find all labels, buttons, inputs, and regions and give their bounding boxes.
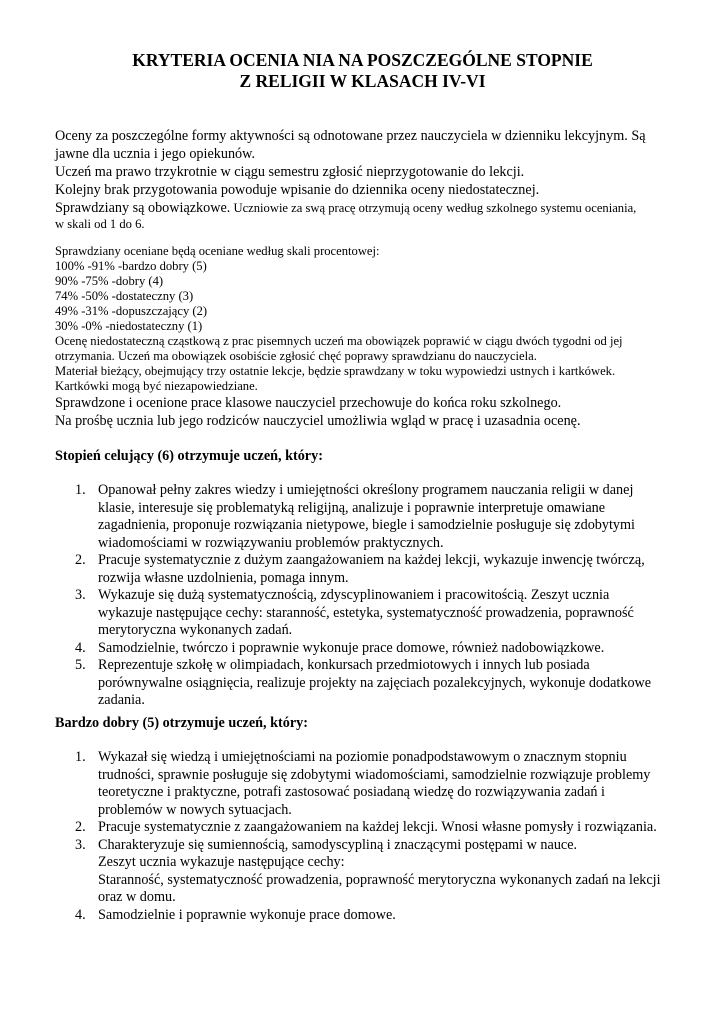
scale-paragraph: Na prośbę ucznia lub jego rodziców nauczyciel umożliwia wgląd w pracę i uzasadnia ocenę. [55,413,581,429]
list-item-number: 4. [75,906,86,923]
bardzo-dobry-section [55,714,695,732]
list-item-line: merytoryczna wykonanych zadań. [98,622,293,638]
list-item [55,552,695,587]
list-item-line: teoretyczne i praktyczne, potrafi zastosować posiadaną wiedzę do rozwiązywania zadań i [98,784,605,800]
scale-note: otrzymania. Uczeń ma obowiązek osobiście zgłosić chęć poprawy sprawdzianu do nauczyciela. [55,349,537,363]
document-title [40,50,685,92]
scale-item: 49% -31% -dopuszczający (2) [55,304,208,318]
section-heading: Stopień celujący (6) otrzymuje uczeń, który: [55,448,323,464]
list-item [55,640,695,658]
intro-line: jawne dla ucznia i jego opiekunów. [55,146,256,162]
list-item-line: wykazuje następujące cechy: staranność, estetyka, systematyczność prowadzenia, poprawność [98,604,634,621]
scale-intro: Sprawdziany oceniane będą oceniane według skali procentowej: [55,244,380,258]
list-item-line: trudności, sprawnie posługuje się zdobytymi wiadomościami, samodzielnie rozwiązuje problemy [98,766,651,783]
list-item [55,837,695,907]
list-item-number: 5. [75,657,86,673]
list-item-line: Samodzielnie i poprawnie wykonuje prace domowe. [98,906,396,923]
scale-note: Kartkówki mogą być niezapowiedziane. [55,379,258,393]
list-item-line: Samodzielnie, twórczo i poprawnie wykonuje prace domowe, również nadobowiązkowe. [98,639,605,656]
list-item-line: Staranność, systematyczność prowadzenia, poprawność merytoryczna wykonanych zadań na lekcji [98,871,661,888]
list-item-line: oraz w domu. [98,889,176,905]
list-item-line: problemów w nowych sytuacjach. [98,801,292,818]
scale-item: 74% -50% -dostateczny (3) [55,289,194,303]
scale-item: 30% -0% -niedostateczny (1) [55,319,203,333]
list-item-line: Pracuje systematycznie z dużym zaangażowaniem na każdej lekcji, wykazuje inwencję twórczą, [98,552,645,568]
scale-note: Ocenę niedostateczną cząstkową z prac pisemnych uczeń ma obowiązek poprawić w ciągu dwóch tygodni od jej [55,334,623,348]
list-item [55,819,695,837]
list-item-line: zadania. [98,692,145,708]
list-item-number: 2. [75,819,86,835]
intro-line: w skali od 1 do 6. [55,217,145,231]
list-item-line: wiadomościami w rozwiązywaniu problemów praktycznych. [98,534,444,551]
list-item-number: 1. [75,749,86,765]
scale-item: 100% -91% -bardzo dobry (5) [55,259,207,273]
list-item-line: Zeszyt ucznia wykazuje następujące cechy: [98,854,345,870]
list-item [55,907,695,925]
title-line-1: KRYTERIA OCENIA NIA NA POSZCZEGÓLNE STOPNIE [132,50,593,70]
intro-line: Oceny za poszczególne formy aktywności są odnotowane przez nauczyciela w dzienniku lekcyjnym. Są [55,128,646,144]
title-line-2: Z RELIGII W KLASACH IV-VI [239,71,486,91]
intro-line: Uczeń ma prawo trzykrotnie w ciągu semestru zgłosić nieprzygotowanie do lekcji. [55,164,525,180]
list-item-line: Pracuje systematycznie z zaangażowaniem na każdej lekcji. Wnosi własne pomysły i rozwiązania. [98,819,657,835]
list-item [55,482,695,552]
list-item [55,587,695,640]
list-item-number: 2. [75,552,86,568]
list-item-number: 3. [75,587,86,603]
scale-paragraph: Sprawdzone i ocenione prace klasowe nauczyciel przechowuje do końca roku szkolnego. [55,395,562,411]
section-heading: Bardzo dobry (5) otrzymuje uczeń, który: [55,715,308,731]
list-item-line: Opanował pełny zakres wiedzy i umiejętności określony programem nauczania religii w danej [98,482,634,498]
list-item-number: 3. [75,836,86,853]
scale-section [55,244,695,430]
celujacy-list [55,482,695,710]
list-item-line: Wykazuje się dużą systematycznością, zdyscyplinowaniem i pracowitością. Zeszyt ucznia [98,587,610,603]
list-item-line: klasie, interesuje się problematyką religijną, analizuje i poprawnie interpretuje omawiane [98,499,606,516]
list-item-number: 4. [75,639,86,656]
list-item-line: zagadnienia, proponuje rozwiązania nietypowe, biegle i samodzielnie posługuje się zdobytymi [98,517,635,533]
list-item [55,657,695,710]
intro-line [55,199,695,217]
list-item-line: porównywalne osiągnięcia, realizuje projekty na zajęciach pozalekcyjnych, wykonuje dodatkowe [98,674,652,691]
list-item-number: 1. [75,482,86,498]
scale-item: 90% -75% -dobry (4) [55,274,164,288]
intro-line-part: Sprawdziany są obowiązkowe. [55,200,231,216]
list-item-line: Reprezentuje szkołę w olimpiadach, konkursach przedmiotowych i innych lub posiada [98,657,590,673]
celujacy-section [55,447,695,465]
scale-note: Materiał bieżący, obejmujący trzy ostatnie lekcje, będzie sprawdzany w toku wypowiedzi ustnych i kartkówek. [55,364,616,378]
bardzo-dobry-list [55,749,695,924]
intro-line-part: Uczniowie za swą pracę otrzymują oceny według szkolnego systemu oceniania, [230,201,637,215]
intro-line: Kolejny brak przygotowania powoduje wpisanie do dziennika oceny niedostatecznej. [55,182,540,198]
list-item-line: Charakteryzuje się sumiennością, samodyscypliną i znaczącymi postępami w nauce. [98,836,578,853]
list-item-line: rozwija własne uzdolnienia, pomaga innym. [98,569,349,586]
list-item [55,749,695,819]
list-item-line: Wykazał się wiedzą i umiejętnościami na poziomie ponadpodstawowym o znacznym stopniu [98,749,627,765]
intro-section [55,127,695,232]
